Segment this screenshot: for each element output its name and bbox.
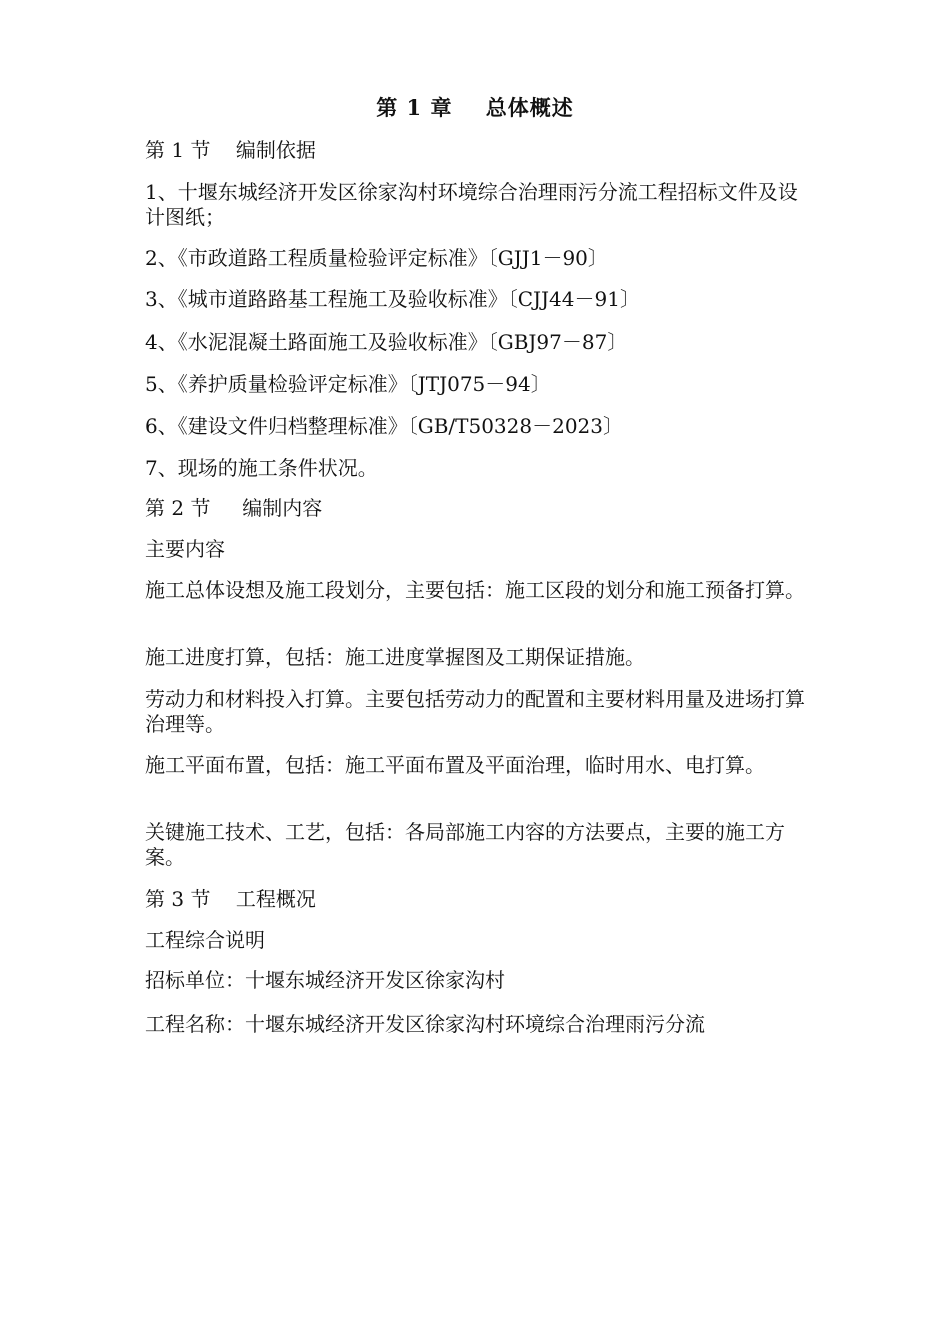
content-paragraph-5: 关键施工技术、工艺，包括：各局部施工内容的方法要点，主要的施工方案。 <box>145 820 785 869</box>
basis-item-7: 7、现场的施工条件状况。 <box>145 456 378 480</box>
section-3-heading: 第 3 节 工程概况 <box>145 887 316 911</box>
section-2-heading: 第 2 节 编制内容 <box>145 496 323 520</box>
bidding-unit-line: 招标单位：十堰东城经济开发区徐家沟村 <box>145 968 505 992</box>
basis-item-1: 1、十堰东城经济开发区徐家沟村环境综合治理雨污分流工程招标文件及设计图纸； <box>145 180 798 229</box>
content-paragraph-1: 施工总体设想及施工段划分，主要包括：施工区段的划分和施工预备打算。 <box>145 578 805 602</box>
project-name-line: 工程名称：十堰东城经济开发区徐家沟村环境综合治理雨污分流 <box>145 1012 705 1036</box>
basis-item-6: 6、《建设文件归档整理标准》〔GB/T50328－2023〕 <box>145 414 623 438</box>
basis-item-3: 3、《城市道路路基工程施工及验收标准》〔CJJ44－91〕 <box>145 287 640 311</box>
section-3-subheading: 工程综合说明 <box>145 928 265 952</box>
section-2-subheading: 主要内容 <box>145 537 225 561</box>
content-paragraph-4: 施工平面布置，包括：施工平面布置及平面治理，临时用水、电打算。 <box>145 753 765 777</box>
content-paragraph-3: 劳动力和材料投入打算。主要包括劳动力的配置和主要材料用量及进场打算治理等。 <box>145 687 805 736</box>
basis-item-4: 4、《水泥混凝土路面施工及验收标准》〔GBJ97－87〕 <box>145 330 628 354</box>
basis-item-5: 5、《养护质量检验评定标准》〔JTJ075－94〕 <box>145 372 551 396</box>
content-paragraph-2: 施工进度打算，包括：施工进度掌握图及工期保证措施。 <box>145 645 645 669</box>
chapter-title: 第 1 章 总体概述 <box>376 95 574 120</box>
section-1-heading: 第 1 节 编制依据 <box>145 138 316 162</box>
basis-item-2: 2、《市政道路工程质量检验评定标准》〔GJJ1－90〕 <box>145 246 608 270</box>
